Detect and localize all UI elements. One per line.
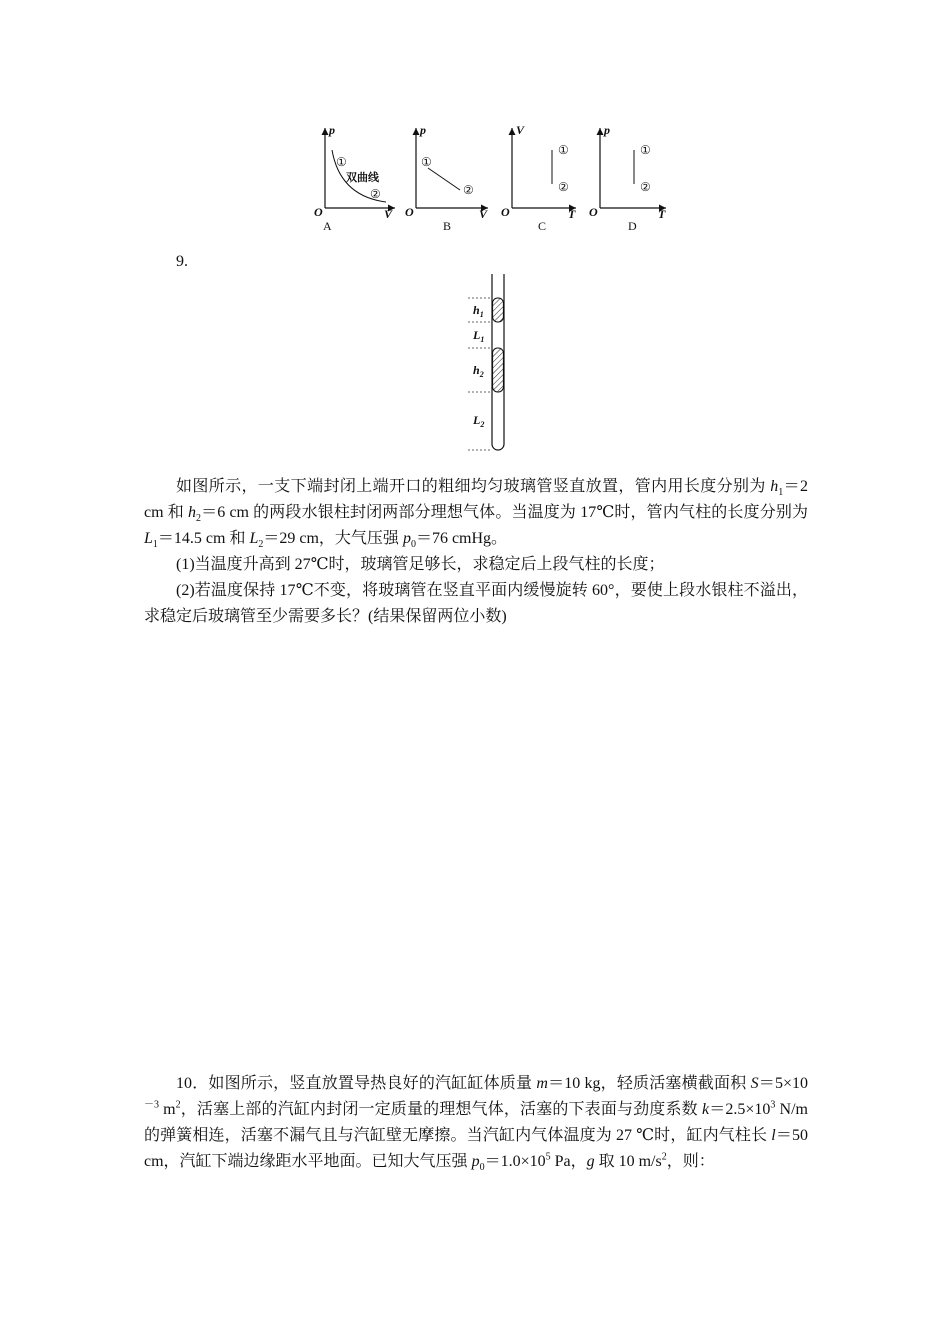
mercury-column-h2 [493,348,504,392]
q10-text [144,1071,808,1175]
graph-b-line [428,168,460,190]
q9-subquestion-1: (1)当温度升高到 27℃时，玻璃管足够长，求稳定后上段气柱的长度； [176,556,665,573]
graph-b-label2: ② [463,183,474,197]
fig-h1-label: $h_1$ [473,303,484,319]
graph-a-xlabel: V [384,207,393,221]
q9-stem: 如图所示，一支下端封闭上端开口的粗细均匀玻璃管竖直放置，管内用长度分别为 $h_1=2$ cm 和 $h_2=6$ cm 的两段水银柱封闭两部分理想气体。当温度为 17℃时，管内气柱的长度分别为 $L_1=14.5$ cm 和 $L_2=29$ cm，大气压强 $p_0=76$ cmHg。 [144,478,808,551]
fig-h2-label: $h_2$ [473,363,484,379]
fig-l2-label: $L_2$ [473,413,485,429]
graph-d-caption: D [628,219,637,233]
graph-d-origin: O [589,205,598,219]
graph-c-ylabel: V [516,123,525,137]
graph-b-origin: O [405,205,414,219]
graph-b-caption: B [443,219,452,233]
graph-a-note: 双曲线 [346,172,379,184]
q9-subquestion-2: (2)若温度保持 17℃不变，将玻璃管在竖直平面内缓慢旋转 60°，要使上段水银柱不溢出，求稳定后玻璃管至少需要多长？(结果保留两位小数) [144,582,808,625]
graph-d-label1: ① [640,143,651,157]
graph-a-ylabel: p [329,123,335,137]
graph-d-ylabel: p [604,123,610,137]
q9-number: 9. [176,253,188,270]
graph-c-label1: ① [558,143,569,157]
graph-a-label2: ② [370,187,381,201]
graph-a-label1: ① [336,155,347,169]
graph-a-caption: A [323,219,332,233]
q10-stem: 10．如图所示，竖直放置导热良好的汽缸缸体质量 m＝10 kg，轻质活塞横截面积 $S=5\times 10^{-3}$ $m^2$，活塞上部的汽缸内封闭一定质量的理想气体，活塞的下表面与劲度系数 $k=2.5\times 10^3$ N/m 的弹簧相连，活塞不漏气且与汽缸壁无摩擦。当汽缸内气体温度为 27 ℃时，缸内气柱长 l＝50 cm，汽缸下端边缘距水平地面。已知大气压强 $p_0=1.0\times 10^5$ Pa，g 取 10 $m/s^2$，则： [144,1075,808,1174]
graph-b-xlabel: V [479,207,488,221]
graph-d-xlabel: T [658,207,666,221]
graph-d [589,123,666,233]
graph-b-ylabel: p [420,123,426,137]
q9-tube-figure [464,272,524,456]
mercury-column-h1 [493,298,504,322]
graph-a [314,123,395,233]
q8-graphs [300,118,680,238]
graph-c-origin: O [501,205,510,219]
graph-c-caption: C [538,219,547,233]
q9-text [144,474,808,630]
graph-c [501,123,576,233]
graph-b [405,123,488,233]
graph-c-xlabel: T [568,207,576,221]
graph-d-label2: ② [640,180,651,194]
graph-a-origin: O [314,205,323,219]
graph-c-label2: ② [558,180,569,194]
fig-l1-label: $L_1$ [473,328,485,344]
graph-b-label1: ① [421,155,432,169]
